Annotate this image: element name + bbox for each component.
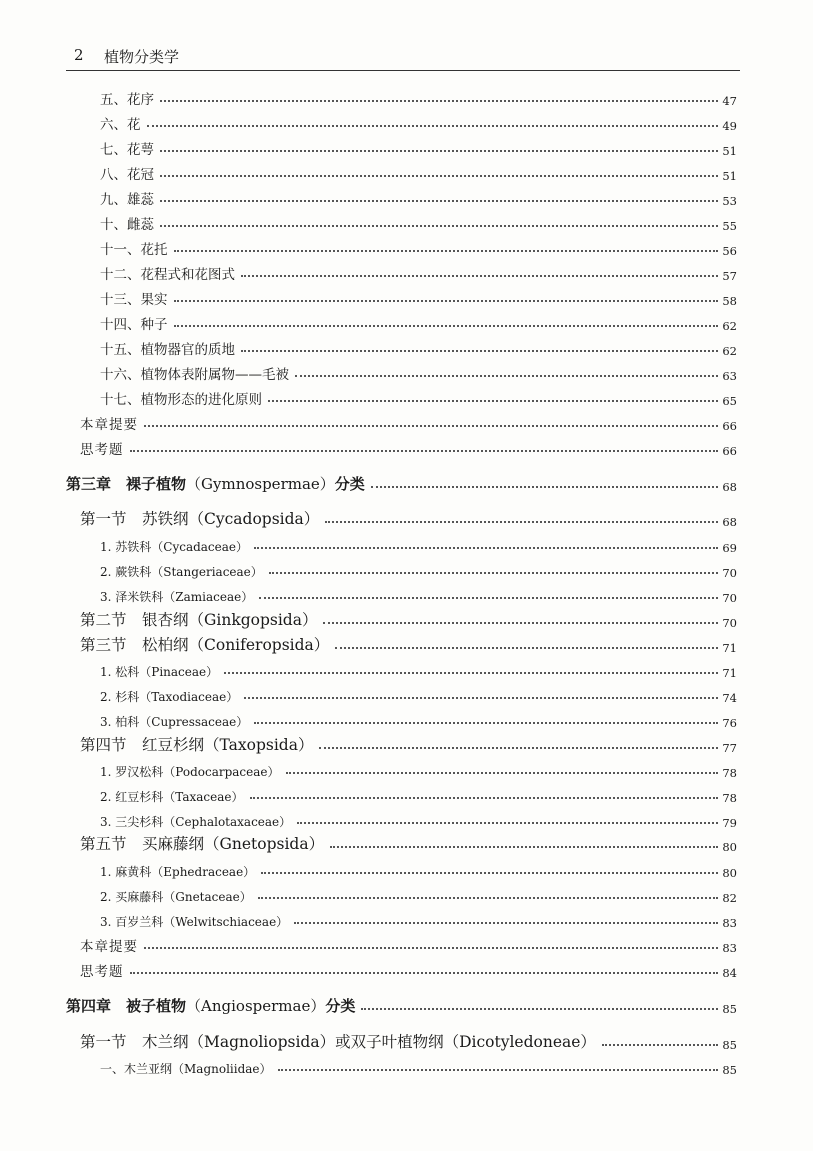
chapter-title-tail: 分类 [334,475,365,493]
toc-item-row [100,236,737,258]
toc-section-row [80,633,737,655]
toc-page-number: 62 [722,344,737,358]
toc-entry-title: 2. 杉科（Taxodiaceae） [100,690,239,704]
toc-entry-title: 十二、花程式和花图式 [100,267,235,283]
dot-leader [269,572,719,574]
toc-entry-title: 1. 罗汉松科（Podocarpaceae） [100,765,280,779]
toc-page-number: 69 [722,541,737,555]
toc-entry-title: 2. 蕨铁科（Stangeriaceae） [100,565,263,579]
chapter-title-tail: 分类 [325,997,356,1015]
page-number: 2 [74,46,84,64]
toc-entry-title: 第二节 银杏纲（Ginkgopsida） [80,611,318,629]
toc-page-number: 68 [722,480,737,494]
toc-page-number: 83 [722,941,737,955]
toc-page-number: 62 [722,319,737,333]
toc-entry-title: 十三、果实 [100,292,168,308]
toc-page-number: 68 [722,515,737,529]
toc-entry-title: 3. 柏科（Cupressaceae） [100,715,249,729]
dot-leader [254,547,718,549]
toc-entry-title: 思考题 [80,964,124,980]
toc-entry-title: 3. 三尖杉科（Cephalotaxaceae） [100,815,292,829]
chapter-latin-name: （Angiospermae） [186,997,326,1015]
dot-leader [244,697,718,699]
toc-page-number: 76 [722,716,737,730]
chapter-title: 第四章 被子植物 [66,997,187,1015]
toc-page-number: 71 [722,641,737,655]
toc-entry-title: 3. 泽米铁科（Zamiaceae） [100,590,254,604]
toc-summary-row [80,958,737,980]
toc-item-row [100,261,737,283]
toc-chapter-row [66,472,737,494]
toc-page-number: 47 [722,94,737,108]
toc-item-row [100,211,737,233]
toc-page-number: 51 [722,169,737,183]
toc-family-row [100,883,737,905]
dot-leader [325,521,718,523]
toc-entry-title: 2. 红豆杉科（Taxaceae） [100,790,244,804]
toc-page-number: 78 [722,766,737,780]
toc-entry-title: 第一节 木兰纲（Magnoliopsida）或双子叶植物纲（Dicotyledoneae） [80,1033,596,1051]
toc-entry-title: 十五、植物器官的质地 [100,342,235,358]
dot-leader [241,350,718,352]
dot-leader [130,972,719,974]
dot-leader [319,747,718,749]
dot-leader [144,947,718,949]
toc-item-row [100,286,737,308]
toc-page-number: 57 [722,269,737,283]
toc-summary-row [80,436,737,458]
dot-leader [259,597,718,599]
toc-item-row [100,311,737,333]
toc-entry-title: 十七、植物形态的进化原则 [100,392,262,408]
chapter-latin-name: （Gymnospermae） [186,475,335,493]
toc-section-row [80,832,737,854]
toc-entry-title: 十、雌蕊 [100,217,154,233]
toc-page-number: 49 [722,119,737,133]
toc-item-row [100,336,737,358]
toc-entry-title: 五、花序 [100,92,154,108]
dot-leader [335,647,718,649]
toc-page-number: 56 [722,244,737,258]
toc-page-number: 83 [722,916,737,930]
toc-item-row [100,86,737,108]
dot-leader [174,325,719,327]
toc-page-number: 65 [722,394,737,408]
toc-entry-title: 本章提要 [80,417,138,433]
toc-section-row [80,1030,737,1052]
toc-summary-row [80,933,737,955]
toc-page-number: 85 [722,1002,737,1016]
toc-family-row [100,758,737,780]
dot-leader [297,822,718,824]
toc-page-number: 70 [722,616,737,630]
toc-page-number: 82 [722,891,737,905]
dot-leader [258,897,719,899]
dot-leader [224,672,718,674]
dot-leader [294,922,718,924]
dot-leader [250,797,719,799]
toc-page-number: 80 [722,866,737,880]
toc-entry-title: 1. 松科（Pinaceae） [100,665,219,679]
toc-entry-title: 十六、植物体表附属物——毛被 [100,367,289,383]
dot-leader [286,772,719,774]
toc-page-number: 53 [722,194,737,208]
toc-entry-title: 六、花 [100,117,141,133]
toc-page-number: 66 [722,444,737,458]
toc-entry-title: 十四、种子 [100,317,168,333]
toc-family-row [100,558,737,580]
toc-entry-title: 九、雄蕊 [100,192,154,208]
dot-leader [160,225,718,227]
dot-leader [254,722,718,724]
toc-family-row [100,1055,737,1077]
toc-page-number: 58 [722,294,737,308]
dot-leader [160,200,718,202]
toc-entry-title: 八、花冠 [100,167,154,183]
toc-item-row [100,136,737,158]
dot-leader [160,175,718,177]
toc-page-number: 78 [722,791,737,805]
toc-entry-title: 一、木兰亚纲（Magnoliidae） [100,1062,272,1076]
dot-leader [323,622,718,624]
toc-item-row [100,111,737,133]
dot-leader [174,250,719,252]
toc-page-number: 71 [722,666,737,680]
toc-item-row [100,186,737,208]
toc-entry-title: 思考题 [80,442,124,458]
toc-family-row [100,708,737,730]
dot-leader [295,375,718,377]
toc-section-row [80,608,737,630]
toc-entry-title: 第四节 红豆杉纲（Taxopsida） [80,736,314,754]
dot-leader [602,1044,718,1046]
toc-page-number: 84 [722,966,737,980]
dot-leader [261,872,718,874]
toc-page-number: 77 [722,741,737,755]
toc-item-row [100,386,737,408]
dot-leader [371,486,719,488]
toc-entry-title: 第五节 买麻藤纲（Gnetopsida） [80,835,325,853]
toc-chapter-row [66,994,737,1016]
dot-leader [144,425,718,427]
toc-family-row [100,783,737,805]
dot-leader [330,846,718,848]
dot-leader [130,450,719,452]
toc-item-row [100,361,737,383]
toc-section-row [80,507,737,529]
dot-leader [241,275,718,277]
chapter-title: 第三章 裸子植物 [66,475,187,493]
dot-leader [147,125,719,127]
toc-family-row [100,583,737,605]
toc-family-row [100,683,737,705]
toc-page-number: 55 [722,219,737,233]
toc-entry-title: 2. 买麻藤科（Gnetaceae） [100,890,252,904]
toc-entry-title: 1. 麻黄科（Ephedraceae） [100,865,256,879]
toc-page-number: 70 [722,566,737,580]
toc-entry-title: 3. 百岁兰科（Welwitschiaceae） [100,915,289,929]
toc-page-number: 66 [722,419,737,433]
toc-page-number: 79 [722,816,737,830]
toc-entry-title: 第一节 苏铁纲（Cycadopsida） [80,510,320,528]
toc-page-number: 51 [722,144,737,158]
toc-page-number: 80 [722,840,737,854]
toc-page-number: 70 [722,591,737,605]
toc-page-number: 63 [722,369,737,383]
toc-section-row [80,733,737,755]
running-title: 植物分类学 [104,48,180,66]
toc-entry-title [66,473,369,494]
dot-leader [160,150,718,152]
toc-page-number: 85 [722,1063,737,1077]
toc-page-number: 74 [722,691,737,705]
toc-entry-title: 1. 苏铁科（Cycadaceae） [100,540,249,554]
dot-leader [160,100,718,102]
toc-family-row [100,658,737,680]
toc-family-row [100,533,737,555]
toc-summary-row [80,411,737,433]
dot-leader [174,300,719,302]
dot-leader [278,1069,719,1071]
toc-family-row [100,808,737,830]
toc-item-row [100,161,737,183]
toc-entry-title: 本章提要 [80,939,138,955]
toc-family-row [100,858,737,880]
toc-entry-title: 七、花萼 [100,142,154,158]
toc-family-row [100,908,737,930]
dot-leader [268,400,718,402]
dot-leader [361,1008,718,1010]
toc-entry-title [66,995,359,1016]
toc-entry-title: 十一、花托 [100,242,168,258]
toc-entry-title: 第三节 松柏纲（Coniferopsida） [80,636,330,654]
toc-page-number: 85 [722,1038,737,1052]
